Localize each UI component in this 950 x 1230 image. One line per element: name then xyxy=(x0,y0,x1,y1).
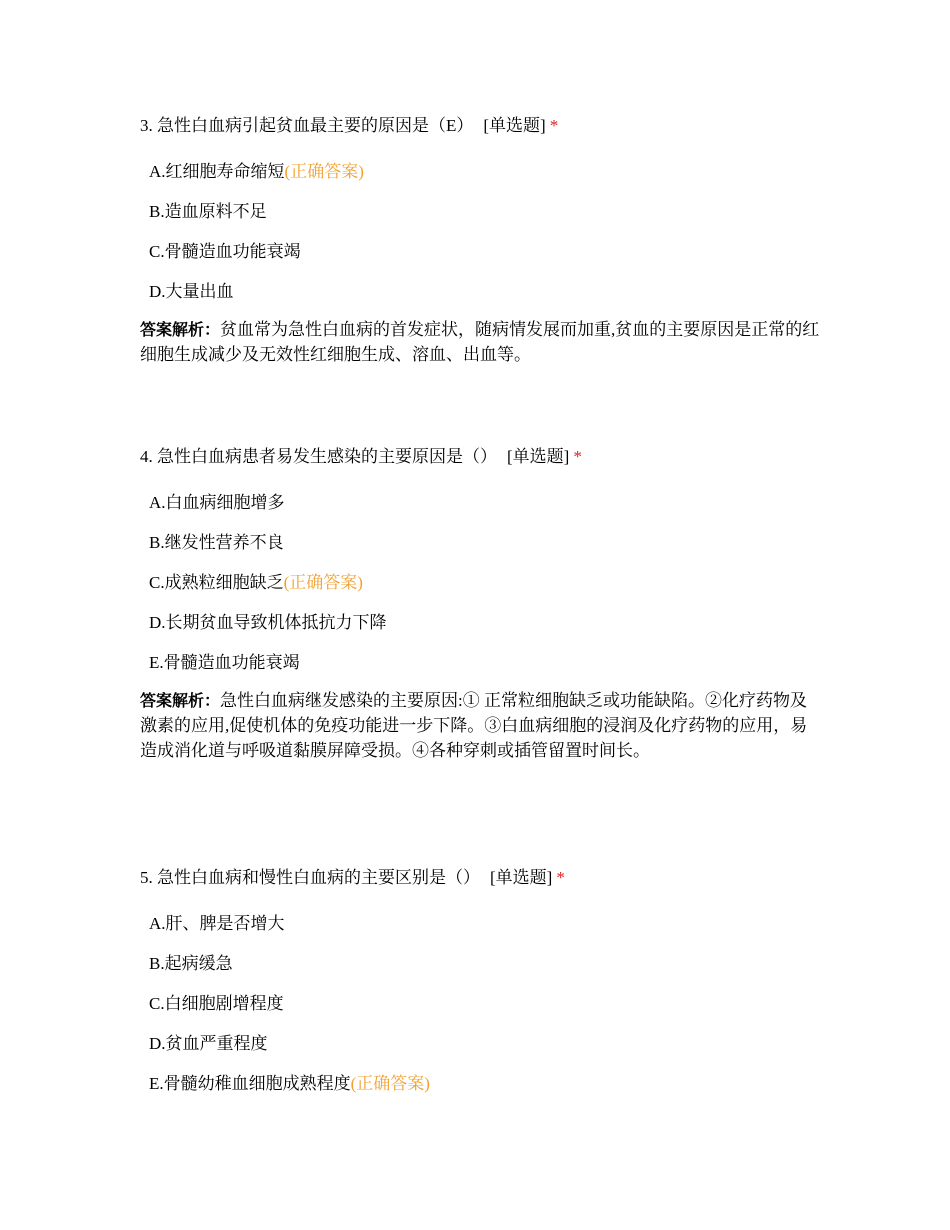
option-label: B.造血原料不足 xyxy=(149,202,267,221)
analysis-text: 贫血常为急性白血病的首发症状，随病情发展而加重,贫血的主要原因是正常的红细胞生成减少及无效性红细胞生成、溶血、出血等。 xyxy=(140,320,820,364)
option-d[interactable] xyxy=(149,611,820,651)
option-e[interactable] xyxy=(149,651,820,691)
option-c[interactable] xyxy=(149,240,820,280)
option-label: E.骨髓造血功能衰竭 xyxy=(149,653,300,672)
required-mark: * xyxy=(573,447,582,466)
question-5 xyxy=(140,866,820,1112)
option-a[interactable] xyxy=(149,160,820,200)
option-e[interactable] xyxy=(149,1072,820,1112)
option-c[interactable] xyxy=(149,571,820,611)
option-b[interactable] xyxy=(149,952,820,992)
option-label: D.贫血严重程度 xyxy=(149,1034,268,1053)
question-text: 3. 急性白血病引起贫血最主要的原因是（E） xyxy=(140,116,474,135)
required-mark: * xyxy=(549,116,559,135)
option-c[interactable] xyxy=(149,992,820,1032)
option-label: A.红细胞寿命缩短 xyxy=(149,162,285,181)
option-list xyxy=(140,491,820,691)
option-label: D.长期贫血导致机体抵抗力下降 xyxy=(149,613,387,632)
option-a[interactable] xyxy=(149,491,820,531)
question-text: 5. 急性白血病和慢性白血病的主要区别是（） xyxy=(140,868,480,887)
option-d[interactable] xyxy=(149,280,820,320)
option-label: A.白血病细胞增多 xyxy=(149,493,285,512)
option-list xyxy=(140,912,820,1112)
option-label: C.白细胞剧增程度 xyxy=(149,994,284,1013)
option-label: D.大量出血 xyxy=(149,282,234,301)
answer-analysis xyxy=(140,317,820,367)
question-4 xyxy=(140,445,820,763)
option-label: E.骨髓幼稚血细胞成熟程度 xyxy=(149,1074,351,1093)
correct-answer-tag: (正确答案) xyxy=(283,573,363,592)
question-title xyxy=(140,866,820,890)
question-type-label: [单选题] xyxy=(507,447,570,466)
question-text: 4. 急性白血病患者易发生感染的主要原因是（） xyxy=(140,447,497,466)
option-label: C.骨髓造血功能衰竭 xyxy=(149,242,301,261)
analysis-text: 急性白血病继发感染的主要原因:① 正常粒细胞缺乏或功能缺陷。②化疗药物及激素的应用,促使机体的免疫功能进一步下降。③白血病细胞的浸润及化疗药物的应用，易造成消化道与呼吸道黏膜屏障受损。④各种穿刺或插管留置时间长。 xyxy=(140,691,808,760)
question-type-label: [单选题] xyxy=(490,868,553,887)
correct-answer-tag: (正确答案) xyxy=(284,162,364,181)
required-mark: * xyxy=(556,868,565,887)
option-label: B.继发性营养不良 xyxy=(149,533,284,552)
option-d[interactable] xyxy=(149,1032,820,1072)
option-b[interactable] xyxy=(149,531,820,571)
correct-answer-tag: (正确答案) xyxy=(350,1074,430,1093)
question-3 xyxy=(140,114,820,367)
answer-analysis xyxy=(140,688,820,763)
question-type-label: [单选题] xyxy=(483,116,546,135)
option-label: C.成熟粒细胞缺乏 xyxy=(149,573,284,592)
question-title xyxy=(140,114,820,138)
option-a[interactable] xyxy=(149,912,820,952)
option-label: A.肝、脾是否增大 xyxy=(149,914,285,933)
option-label: B.起病缓急 xyxy=(149,954,233,973)
question-title xyxy=(140,445,820,469)
analysis-label: 答案解析： xyxy=(140,691,221,710)
option-b[interactable] xyxy=(149,200,820,240)
analysis-label: 答案解析： xyxy=(140,320,221,339)
option-list xyxy=(140,160,820,320)
